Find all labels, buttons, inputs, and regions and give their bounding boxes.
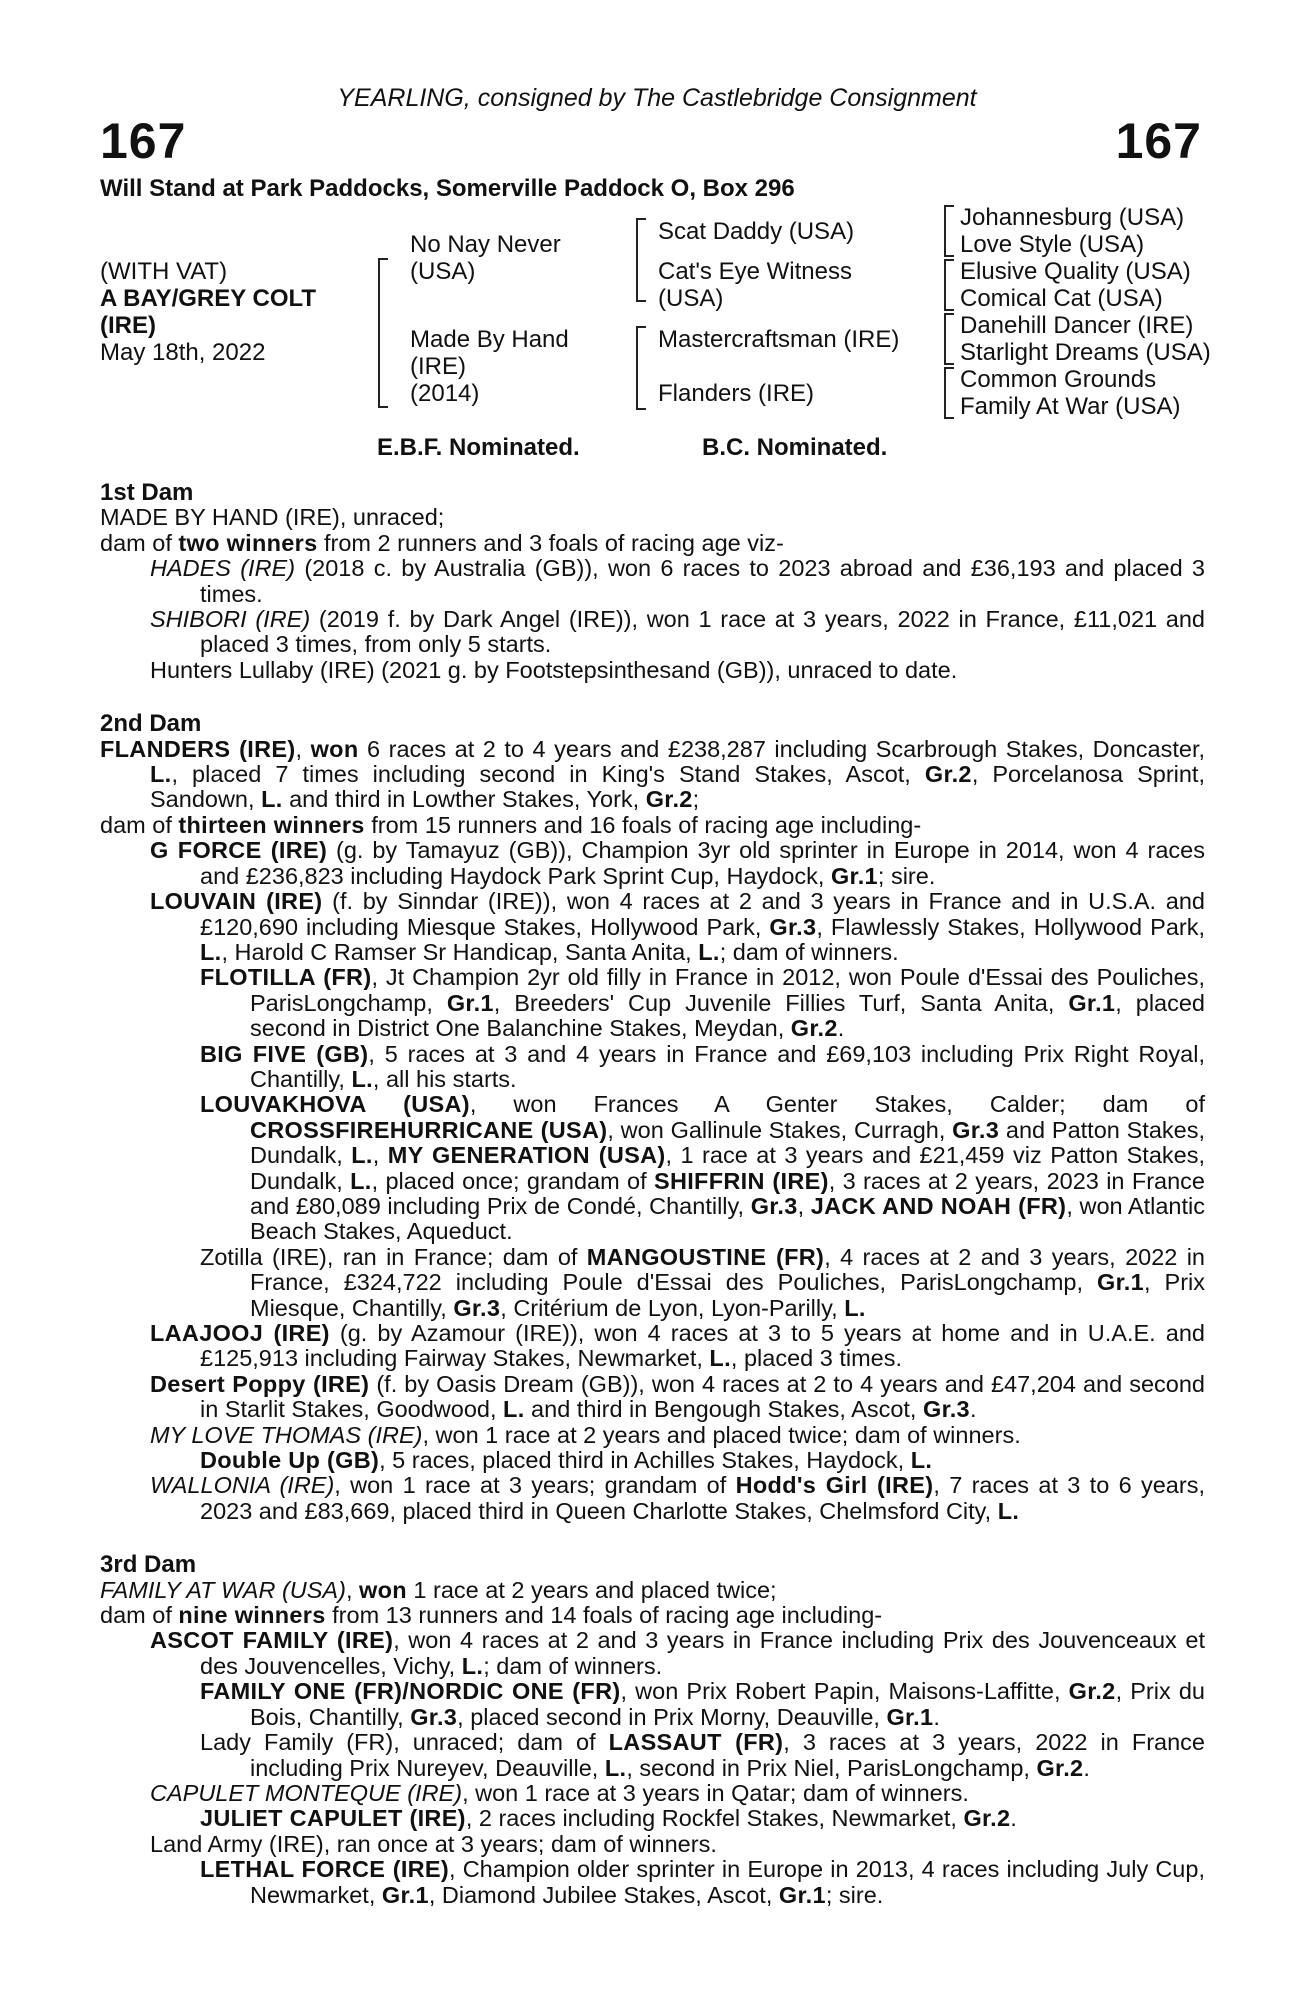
- entry-text: , Porcelanosa Sprint, Sandown,: [150, 761, 1205, 813]
- bold-name: LASSAUT (FR): [608, 1729, 784, 1756]
- produce-entry: [100, 813, 1205, 838]
- produce-entry: [100, 1628, 1205, 1679]
- entry-text: , Prix du Bois, Chantilly,: [250, 1678, 1205, 1730]
- entry-text: , won 1 race at 2 years and placed twice; dam of winners.: [422, 1421, 1021, 1448]
- entry-text: (g. by Tamayuz (GB)), Champion 3yr old sprinter in Europe in 2014, won 4 races and £236,823 including Haydock Park Sprint Cup, Haydock,: [200, 837, 1205, 889]
- italic-name: HADES (IRE): [150, 555, 296, 582]
- entry-text: , won Atlantic Beach Stakes, Aqueduct.: [250, 1192, 1205, 1245]
- subject-vat: (WITH VAT): [100, 258, 228, 285]
- entry-text: , Prix Miesque, Chantilly,: [250, 1269, 1206, 1321]
- produce-entry: [100, 737, 1205, 813]
- bold-name: Gr.1: [886, 1703, 934, 1730]
- ancestor-6: Starlight Dreams (USA): [960, 339, 1211, 366]
- bold-name: nine winners: [178, 1602, 326, 1629]
- lot-number-left: 167: [100, 113, 187, 169]
- entry-text: , Diamond Jubilee Stakes, Ascot,: [428, 1881, 779, 1908]
- produce-entry: [100, 1857, 1205, 1908]
- first-dam-produce: [100, 556, 1205, 683]
- bold-name: BIG FIVE (GB): [200, 1040, 369, 1067]
- bold-name: Gr.1: [1068, 989, 1116, 1016]
- ancestor-7: Common Grounds: [960, 366, 1157, 393]
- entry-text: (2018 c. by Australia (GB)), won 6 races to 2023 abroad and £36,193 and placed 3 times.: [200, 555, 1205, 607]
- produce-entry: [100, 1578, 1205, 1603]
- italic-name: CAPULET MONTEQUE (IRE): [150, 1779, 463, 1806]
- bold-name: Double Up (GB): [200, 1447, 380, 1474]
- produce-entry: [100, 1372, 1205, 1423]
- produce-entry: [100, 1679, 1205, 1730]
- bold-name: L.: [261, 786, 283, 813]
- bold-name: Gr.3: [769, 913, 817, 940]
- entry-text: , won 1 race at 3 years; grandam of: [334, 1472, 736, 1499]
- entry-text: , 4 races at 2 and 3 years, 2022 in France, £324,722 including Poule d'Essai des Pouliches, ParisLongchamp,: [250, 1243, 1205, 1296]
- entry-text: , won 4 races at 2 and 3 years in France including Prix des Jouvenceaux et des Jouvencelles, Vichy,: [200, 1627, 1205, 1679]
- entry-text: , placed once; grandam of: [371, 1167, 654, 1194]
- bold-name: L.: [350, 1167, 372, 1194]
- entry-text: , Harold C Ramser Sr Handicap, Santa Anita,: [221, 938, 699, 965]
- brace-g3-1: [944, 205, 954, 257]
- entry-text: and third in Lowther Stakes, York,: [282, 786, 646, 813]
- entry-text: dam of: [100, 529, 179, 556]
- bold-name: L.: [200, 938, 222, 965]
- bold-name: MY GENERATION (USA): [387, 1142, 666, 1169]
- brace-g3-2: [944, 259, 954, 311]
- bold-name: FLOTILLA (FR): [200, 964, 372, 991]
- entry-text: and third in Bengough Stakes, Ascot,: [524, 1396, 923, 1423]
- brace-dam-side: [636, 326, 646, 410]
- sire-dam-name: Cat's Eye Witness: [658, 258, 852, 285]
- entry-text: , 3 races at 2 years, 2023 in France and £80,089 including Prix de Condé, Chantilly,: [250, 1167, 1205, 1219]
- produce-entry: [100, 838, 1205, 889]
- bold-name: LOUVAKHOVA (USA): [200, 1091, 470, 1118]
- entry-text: Land Army (IRE), ran once at 3 years; dam of winners.: [150, 1830, 717, 1857]
- entry-text: , Breeders' Cup Juvenile Fillies Turf, Santa Anita,: [493, 989, 1069, 1016]
- bold-name: CROSSFIREHURRICANE (USA): [250, 1116, 608, 1143]
- entry-text: ,: [797, 1192, 811, 1219]
- bold-name: Gr.2: [790, 1015, 838, 1042]
- italic-name: SHIBORI (IRE): [150, 606, 311, 633]
- bold-name: JACK AND NOAH (FR): [810, 1192, 1067, 1219]
- first-dam-heading: 1st Dam: [100, 479, 194, 506]
- bold-name: L.: [351, 1065, 373, 1092]
- bold-name: LETHAL FORCE (IRE): [200, 1856, 450, 1883]
- third-dam-produce: [100, 1578, 1205, 1908]
- ancestor-5: Danehill Dancer (IRE): [960, 312, 1194, 339]
- entry-text: .: [969, 1396, 977, 1423]
- produce-entry: [100, 1832, 1205, 1857]
- subject-title: A BAY/GREY COLT: [100, 285, 317, 312]
- entry-text: , 1 race at 3 years and £21,459 viz Patton Stakes, Dundalk,: [250, 1142, 1206, 1194]
- entry-text: from 15 runners and 16 foals of racing age including-: [364, 811, 922, 838]
- entry-text: .: [933, 1703, 940, 1730]
- entry-text: Hunters Lullaby (IRE) (2021 g. by Footstepsinthesand (GB)), unraced to date.: [150, 656, 958, 683]
- entry-text: (g. by Azamour (IRE)), won 4 races at 3 to 5 years at home and in U.A.E. and £125,913 including Fairway Stakes, Newmarket,: [200, 1320, 1205, 1372]
- brace-sire-side: [636, 218, 646, 302]
- italic-name: FAMILY AT WAR (USA): [100, 1576, 346, 1603]
- bold-name: Gr.3: [750, 1192, 798, 1219]
- produce-entry: [100, 1448, 1205, 1473]
- entry-text: (f. by Sinndar (IRE)), won 4 races at 2 and 3 years in France and in U.S.A. and £120,690 including Miesque Stakes, Hollywood Park,: [200, 888, 1205, 940]
- bold-name: Gr.3: [410, 1703, 458, 1730]
- entry-text: , placed second in District One Balanchine Stakes, Meydan,: [250, 989, 1206, 1042]
- produce-entry: [100, 1245, 1205, 1321]
- stand-location: Will Stand at Park Paddocks, Somerville Paddock O, Box 296: [100, 175, 795, 202]
- entry-text: ; sire.: [825, 1881, 884, 1908]
- bold-name: Gr.3: [952, 1116, 1000, 1143]
- produce-entry: [100, 658, 1205, 683]
- ancestor-2: Love Style (USA): [960, 231, 1145, 258]
- entry-text: (f. by Oasis Dream (GB)), won 4 races at 2 to 4 years and £47,204 and second in Starlit Stakes, Goodwood,: [200, 1370, 1206, 1423]
- bold-name: G FORCE (IRE): [150, 837, 328, 864]
- bold-name: won: [310, 735, 359, 762]
- bold-name: L.: [461, 1652, 484, 1679]
- entry-text: ,: [295, 735, 311, 762]
- third-dam-heading: 3rd Dam: [100, 1551, 197, 1579]
- entry-text: , placed 7 times including second in King's Stand Stakes, Ascot,: [171, 761, 925, 788]
- entry-text: 1 race at 2 years and placed twice;: [406, 1576, 777, 1603]
- bold-name: Gr.2: [963, 1805, 1011, 1832]
- bold-name: Gr.1: [446, 989, 494, 1016]
- entry-text: , 3 races at 3 years, 2022 in France including Prix Nureyev, Deauville,: [250, 1729, 1205, 1781]
- subject-dob: May 18th, 2022: [100, 339, 266, 366]
- bold-name: L.: [604, 1754, 627, 1781]
- bold-name: L.: [709, 1345, 731, 1372]
- entry-text: , won Prix Robert Papin, Maisons-Laffitte,: [620, 1678, 1069, 1705]
- bold-name: Gr.2: [1068, 1678, 1116, 1705]
- produce-entry: [100, 1473, 1205, 1524]
- entry-text: , won 1 race at 3 years in Qatar; dam of winners.: [462, 1779, 969, 1806]
- entry-text: .: [1083, 1754, 1090, 1781]
- lot-number-right: 167: [1115, 113, 1202, 169]
- bold-name: L.: [997, 1497, 1020, 1524]
- second-dam-produce: [100, 737, 1205, 1525]
- entry-text: ,: [345, 1576, 359, 1603]
- produce-entry: [100, 607, 1205, 658]
- bold-name: ASCOT FAMILY (IRE): [150, 1627, 394, 1654]
- ebf-nomination: E.B.F. Nominated.: [377, 434, 580, 461]
- produce-entry: [100, 1730, 1205, 1781]
- pedigree-notes: [100, 480, 1205, 1908]
- entry-text: Lady Family (FR), unraced; dam of: [200, 1729, 609, 1756]
- dam-sire: Mastercraftsman (IRE): [658, 326, 900, 353]
- bold-name: MANGOUSTINE (FR): [586, 1243, 825, 1270]
- produce-entry: [100, 1806, 1205, 1831]
- bold-name: Gr.1: [1097, 1269, 1144, 1296]
- bold-name: Gr.3: [923, 1396, 970, 1423]
- entry-text: from 2 runners and 3 foals of racing age viz-: [317, 529, 784, 556]
- dam-dam: Flanders (IRE): [658, 380, 815, 407]
- entry-text: 6 races at 2 to 4 years and £238,287 including Scarbrough Stakes, Doncaster,: [358, 735, 1206, 762]
- entry-text: ; dam of winners.: [719, 938, 899, 965]
- bc-nomination: B.C. Nominated.: [702, 434, 888, 461]
- entry-text: , Champion older sprinter in Europe in 2013, 4 races including July Cup, Newmarket,: [250, 1856, 1205, 1908]
- first-dam-intro: [100, 505, 1205, 556]
- bold-name: Gr.2: [645, 786, 693, 813]
- sire-dam-origin: (USA): [658, 285, 724, 312]
- entry-text: dam of: [100, 811, 179, 838]
- bold-name: thirteen winners: [178, 811, 365, 838]
- bold-name: L.: [150, 761, 172, 788]
- produce-entry: [100, 1423, 1205, 1448]
- bold-name: LOUVAIN (IRE): [150, 888, 323, 915]
- bold-name: two winners: [178, 529, 318, 556]
- bold-name: JULIET CAPULET (IRE): [200, 1805, 466, 1832]
- dam-summary-line: [100, 531, 1205, 556]
- entry-text: and Patton Stakes, Dundalk,: [250, 1116, 1205, 1169]
- ancestor-1: Johannesburg (USA): [960, 204, 1185, 231]
- entry-text: Zotilla (IRE), ran in France; dam of: [200, 1243, 587, 1270]
- entry-text: , 5 races, placed third in Achilles Stakes, Haydock,: [379, 1447, 911, 1474]
- subject-origin: (IRE): [100, 312, 156, 339]
- entry-text: ; dam of winners.: [483, 1652, 663, 1679]
- bold-name: Gr.1: [778, 1881, 826, 1908]
- bold-name: Gr.2: [924, 761, 972, 788]
- bold-name: Hodd's Girl (IRE): [735, 1472, 934, 1499]
- entry-text: , 5 races at 3 and 4 years in France and £69,103 including Prix Right Royal, Chantilly,: [250, 1040, 1206, 1092]
- produce-entry: [100, 556, 1205, 607]
- produce-entry: [100, 965, 1205, 1041]
- bold-name: SHIFFRIN (IRE): [653, 1167, 829, 1194]
- bold-name: L.: [503, 1396, 525, 1423]
- entry-text: .: [837, 1015, 845, 1042]
- entry-text: , Flawlessly Stakes, Hollywood Park,: [816, 913, 1205, 940]
- sire-sire: Scat Daddy (USA): [658, 218, 855, 245]
- ancestor-8: Family At War (USA): [960, 393, 1181, 420]
- entry-text: from 13 runners and 14 foals of racing age including-: [325, 1602, 883, 1629]
- produce-entry: [100, 1092, 1205, 1244]
- bold-name: won: [359, 1576, 407, 1603]
- entry-text: , Critérium de Lyon, Lyon-Parilly,: [500, 1294, 845, 1321]
- entry-text: , won Frances A Genter Stakes, Calder; dam of: [469, 1091, 1205, 1118]
- entry-text: , placed 3 times.: [730, 1345, 903, 1372]
- entry-text: , all his starts.: [372, 1065, 517, 1092]
- produce-entry: [100, 1042, 1205, 1093]
- dam-origin: (IRE): [410, 353, 466, 380]
- bold-name: FAMILY ONE (FR)/NORDIC ONE (FR): [200, 1678, 621, 1705]
- bold-name: L.: [351, 1142, 373, 1169]
- bold-name: L.: [844, 1294, 866, 1321]
- dam-name: Made By Hand: [410, 326, 569, 353]
- ancestor-4: Comical Cat (USA): [960, 285, 1163, 312]
- italic-name: MY LOVE THOMAS (IRE): [150, 1421, 423, 1448]
- dam-summary-line: [100, 505, 1205, 530]
- entry-text: , 7 races at 3 to 6 years, 2023 and £83,669, placed third in Queen Charlotte Stakes, Chelmsford City,: [200, 1472, 1205, 1524]
- bold-name: Gr.3: [453, 1294, 501, 1321]
- produce-entry: [100, 1781, 1205, 1806]
- brace-g3-3: [944, 313, 954, 365]
- entry-text: , 2 races including Rockfel Stakes, Newmarket,: [465, 1805, 964, 1832]
- bold-name: Gr.2: [1036, 1754, 1084, 1781]
- entry-text: ; sire.: [877, 862, 936, 889]
- produce-entry: [100, 1321, 1205, 1372]
- brace-generation-1: [378, 258, 388, 408]
- dam-year: (2014): [410, 380, 480, 407]
- bold-name: Gr.1: [830, 862, 878, 889]
- entry-text: dam of: [100, 1602, 179, 1629]
- italic-name: WALLONIA (IRE): [150, 1472, 335, 1499]
- entry-text: , second in Prix Niel, ParisLongchamp,: [626, 1754, 1037, 1781]
- bold-name: FLANDERS (IRE): [100, 735, 296, 762]
- second-dam-heading: 2nd Dam: [100, 710, 202, 738]
- entry-text: (2019 f. by Dark Angel (IRE)), won 1 race at 3 years, 2022 in France, £11,021 and placed 3 times, from only 5 starts.: [200, 606, 1205, 658]
- bold-name: L.: [910, 1447, 933, 1474]
- entry-text: ,: [372, 1142, 388, 1169]
- bold-name: L.: [698, 938, 720, 965]
- bold-name: LAAJOOJ (IRE): [150, 1320, 330, 1346]
- entry-text: , Jt Champion 2yr old filly in France in 2012, won Poule d'Essai des Pouliches, ParisLongchamp,: [250, 964, 1205, 1016]
- entry-text: , placed second in Prix Morny, Deauville,: [457, 1703, 887, 1730]
- entry-text: ;: [692, 786, 700, 813]
- consignment-line: YEARLING, consigned by The Castlebridge Consignment: [337, 84, 977, 112]
- produce-entry: [100, 1603, 1205, 1628]
- entry-text: .: [1010, 1805, 1017, 1832]
- entry-text: MADE BY HAND (IRE), unraced;: [100, 504, 445, 531]
- ancestor-3: Elusive Quality (USA): [960, 258, 1191, 285]
- bold-name: Desert Poppy (IRE): [150, 1370, 370, 1397]
- produce-entry: [100, 889, 1205, 965]
- bold-name: Gr.1: [381, 1881, 429, 1908]
- entry-text: , won Gallinule Stakes, Curragh,: [607, 1116, 953, 1143]
- sire-origin: (USA): [410, 258, 476, 285]
- sire-name: No Nay Never: [410, 231, 561, 258]
- brace-g3-4: [944, 367, 954, 419]
